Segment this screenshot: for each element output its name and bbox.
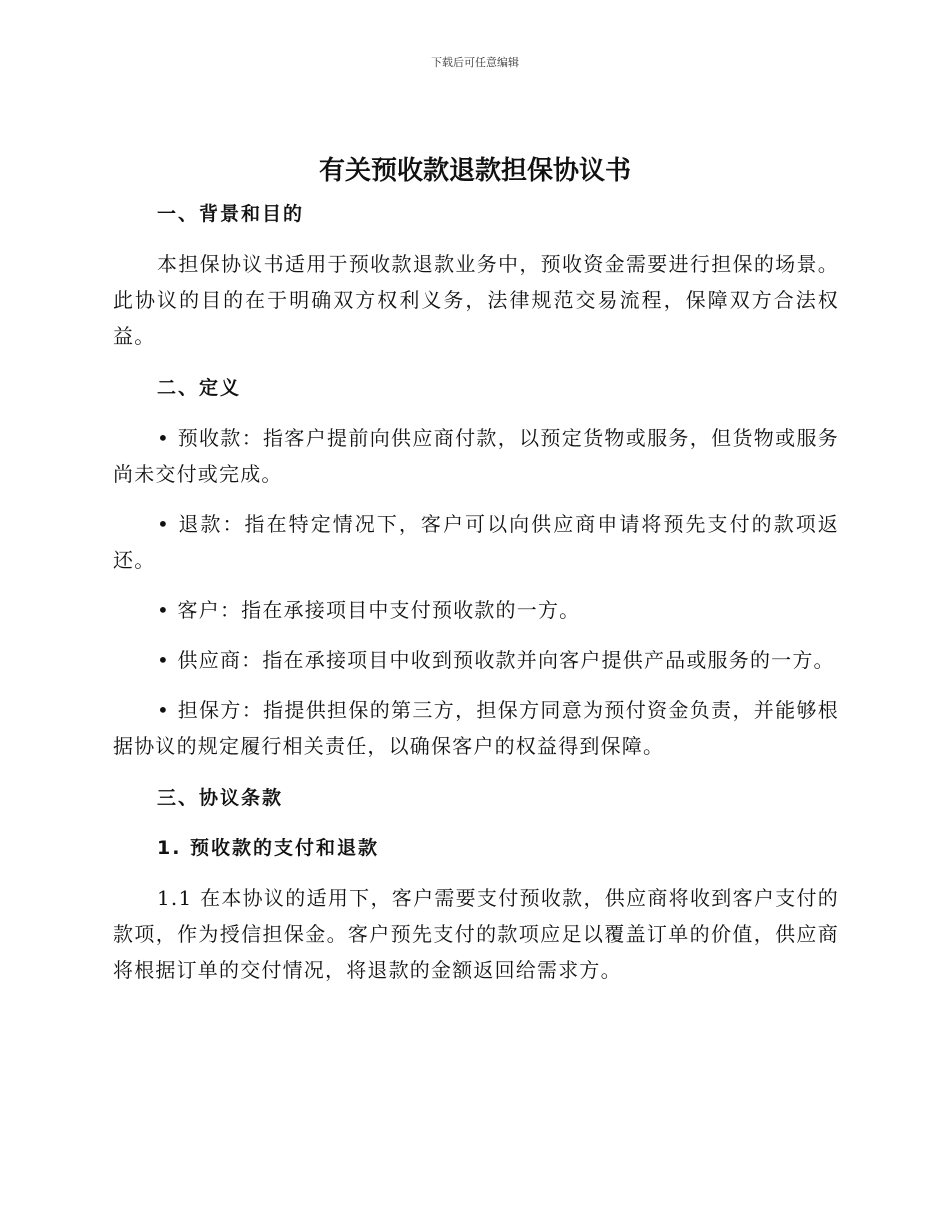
document-title: 有关预收款退款担保协议书 (318, 156, 631, 186)
section-heading-terms: 三、协议条款 (157, 787, 284, 809)
definition-prepayment: • 预收款：指客户提前向供应商付款，以预定货物或服务，但货物或服务尚未交付或完成。 (113, 426, 839, 486)
definition-supplier: • 供应商：指在承接项目中收到预收款并向客户提供产品或服务的一方。 (157, 648, 835, 672)
document-body (113, 196, 839, 988)
section-heading-definitions: 二、定义 (157, 377, 242, 399)
paragraph-payment-refund: 1.1 在本协议的适用下，客户需要支付预收款，供应商将收到客户支付的款项，作为授信担保金。客户预先支付的款项应足以覆盖订单的价值，供应商将根据订单的交付情况，将退款的金额返回给需求方。 (113, 886, 839, 982)
paragraph-background: 本担保协议书适用于预收款退款业务中，预收资金需要进行担保的场景。此协议的目的在于明确双方权利义务，法律规范交易流程，保障双方合法权益。 (113, 252, 839, 348)
header-note: 下载后可任意编辑 (431, 56, 519, 69)
section-heading-background: 一、背景和目的 (157, 203, 305, 225)
definition-refund: • 退款：指在特定情况下，客户可以向供应商申请将预先支付的款项返还。 (113, 512, 839, 572)
subsection-heading-payment-refund: 1. 预收款的支付和退款 (157, 837, 380, 859)
definition-customer: • 客户：指在承接项目中支付预收款的一方。 (157, 598, 581, 622)
definition-guarantor: • 担保方：指提供担保的第三方，担保方同意为预付资金负责，并能够根据协议的规定履行相关责任，以确保客户的权益得到保障。 (113, 698, 839, 758)
